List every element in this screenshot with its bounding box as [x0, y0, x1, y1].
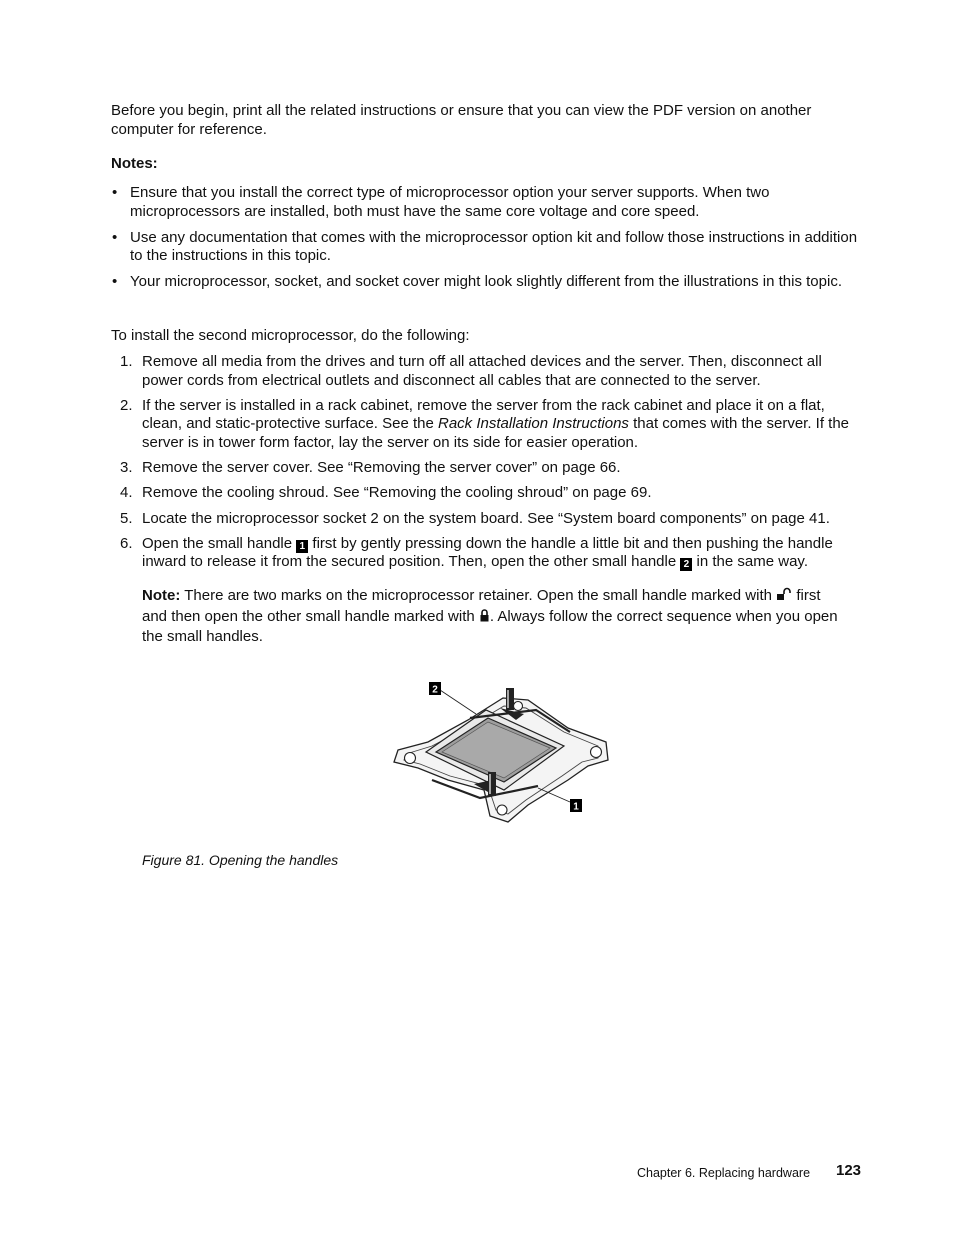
step-number: 1. [120, 353, 133, 370]
step-item [111, 397, 863, 453]
step-item [111, 459, 863, 478]
step-number: 2. [120, 396, 133, 414]
figure-caption: Figure 81. Opening the handles [142, 852, 339, 868]
locked-padlock-icon [479, 608, 490, 629]
mount-hole [497, 805, 507, 815]
step-number: 4. [120, 484, 133, 502]
step-item [111, 510, 863, 529]
step-text: Remove the cooling shroud. See “Removing the cooling shroud” on page 69. [142, 484, 652, 502]
steps-list [111, 353, 863, 579]
notes-heading: Notes: [111, 155, 158, 172]
step-number: 6. [120, 534, 133, 552]
step-text: Remove the server cover. See “Removing the server cover” on page 66. [142, 459, 621, 477]
step-item [111, 353, 863, 390]
footer-chapter: Chapter 6. Replacing hardware [637, 1166, 811, 1180]
note-label: Note: [142, 587, 181, 604]
step-number: 5. [120, 509, 133, 527]
note-paragraph: Note: There are two marks on the microprocessor retainer. Open the small handle marked with first and then open the other small handle marked with . Always follow the correct sequence when you open the small handles. [142, 587, 838, 646]
step-text: Remove all media from the drives and turn off all attached devices and the server. Then, disconnect all power cords from electrical outlets and disconnect all cables that are connected to the server. [142, 353, 822, 389]
page-number: 123 [836, 1162, 862, 1179]
step-text: Locate the microprocessor socket 2 on the system board. See “System board components” on page 41. [142, 509, 830, 527]
doc-title-reference: Rack Installation Instructions [438, 415, 629, 433]
mount-hole [514, 702, 523, 711]
step-number: 3. [120, 459, 133, 477]
steps-lead: To install the second microprocessor, do the following: [111, 327, 470, 344]
figure-callout-1: 1 [573, 801, 579, 813]
step-item [111, 535, 863, 572]
note-item: • Your microprocessor, socket, and socket cover might look slightly different from the illustrations in this topic. [111, 273, 863, 292]
note-item: • Ensure that you install the correct type of microprocessor option your server supports. When two microprocessors are installed, both must have the same core voltage and core speed. [111, 184, 863, 221]
callout-badge: 2 [680, 558, 692, 571]
notes-list [111, 184, 863, 299]
unlocked-padlock-icon [776, 587, 792, 608]
intro-paragraph: Before you begin, print all the related instructions or ensure that you can view the PDF version on another computer for reference. [111, 102, 812, 138]
figure-callout-2: 2 [432, 684, 438, 696]
socket-handles-illustration [388, 680, 614, 830]
note-item: • Use any documentation that comes with the microprocessor option kit and follow those instructions in addition to the instructions in this topic. [111, 229, 863, 266]
step-text: If the server is installed in a rack cabinet, remove the server from the rack cabinet and place it on a flat, clean, and static-protective surface. See the Rack Installation Instructions that comes with the server. If the server is in tower form factor, lay the server on its side for easier operation. [142, 396, 850, 451]
mount-hole [591, 747, 602, 758]
step-item [111, 484, 863, 503]
callout-badge: 1 [296, 540, 308, 553]
mount-hole [405, 753, 416, 764]
step-text: Open the small handle 1 first by gently pressing down the handle a little bit and then pushing the handle inward to release it from the secured position. Then, open the other small handle 2 in the same way. [142, 534, 833, 571]
